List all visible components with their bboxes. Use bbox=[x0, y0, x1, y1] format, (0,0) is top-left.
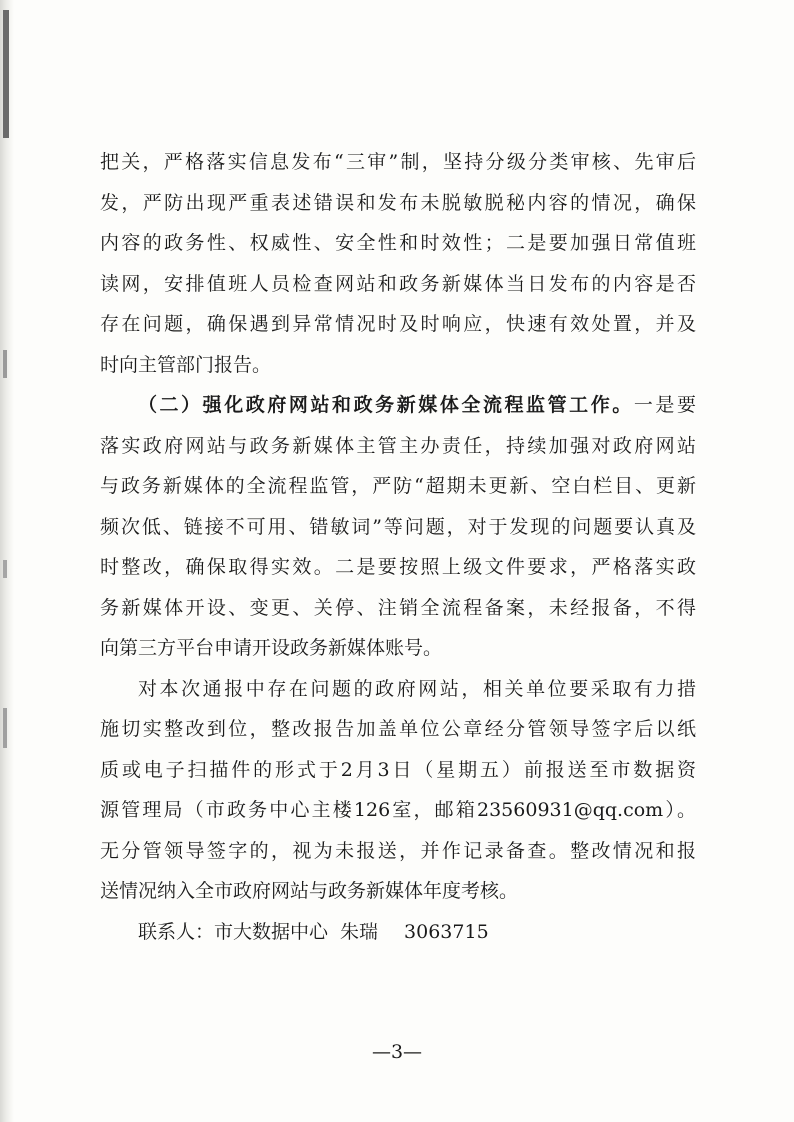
text-line: 时整改，确保取得实效。二是要按照上级文件要求，严格落实政 bbox=[100, 556, 696, 578]
text-line: 向第三方平台申请开设政务新媒体账号。 bbox=[100, 637, 443, 659]
text-line: 落实政府网站与政务新媒体主管主办责任，持续加强对政府网站 bbox=[100, 434, 696, 457]
scan-edge-mark bbox=[3, 708, 7, 748]
paragraph-rectification bbox=[100, 669, 696, 912]
page-number: —3— bbox=[371, 1041, 423, 1063]
contact-line bbox=[100, 912, 696, 953]
contact-person: 朱瑞 bbox=[340, 920, 379, 943]
text-line: 施切实整改到位，整改报告加盖单位公章经分管领导签字后以纸 bbox=[100, 718, 696, 740]
section-heading: （二）强化政府网站和政务新媒体全流程监管工作。 bbox=[138, 394, 634, 416]
contact-phone: 3063715 bbox=[404, 920, 489, 943]
contact-label: 联系人： bbox=[138, 920, 215, 943]
text-line: 频次低、链接不可用、错敏词”等问题，对于发现的问题要认真及 bbox=[100, 515, 696, 538]
text-line: 对本次通报中存在问题的政府网站，相关单位要采取有力措 bbox=[138, 677, 696, 700]
scan-edge-mark bbox=[3, 350, 7, 378]
text-line: 源管理局（市政务中心主楼126室，邮箱23560931@qq.com）。 bbox=[100, 799, 696, 821]
text-line: 与政务新媒体的全流程监管，严防“超期未更新、空白栏目、更新 bbox=[100, 475, 696, 497]
text-line: 存在问题，确保遇到异常情况时及时响应，快速有效处置，并及 bbox=[100, 313, 696, 335]
text-line: 质或电子扫描件的形式于2月3日（星期五）前报送至市数据资 bbox=[100, 758, 696, 781]
text-line: 读网，安排值班人员检查网站和政务新媒体当日发布的内容是否 bbox=[100, 272, 696, 295]
section-heading-line bbox=[100, 385, 696, 426]
text-line: 送情况纳入全市政府网站与政务新媒体年度考核。 bbox=[100, 880, 519, 902]
scan-edge-mark bbox=[3, 560, 7, 578]
contact-org: 市大数据中心 bbox=[214, 920, 329, 943]
text-line: 把关，严格落实信息发布“三审”制，坚持分级分类审核、先审后 bbox=[100, 151, 696, 173]
text-line: 时向主管部门报告。 bbox=[100, 353, 272, 376]
scan-binding-mark bbox=[3, 10, 9, 138]
document-page bbox=[100, 142, 696, 952]
paragraph-section-two bbox=[100, 385, 696, 669]
text-line: 内容的政务性、权威性、安全性和时效性；二是要加强日常值班 bbox=[100, 232, 696, 254]
section-heading-continuation: 一是要 bbox=[633, 394, 696, 416]
text-line: 无分管领导签字的，视为未报送，并作记录备查。整改情况和报 bbox=[100, 839, 696, 862]
paragraph-publishing-review bbox=[100, 142, 696, 385]
text-line: 务新媒体开设、变更、关停、注销全流程备案，未经报备，不得 bbox=[100, 596, 696, 619]
text-line: 发，严防出现严重表述错误和发布未脱敏脱秘内容的情况，确保 bbox=[100, 191, 696, 214]
scan-edge-shadow bbox=[0, 0, 14, 1122]
